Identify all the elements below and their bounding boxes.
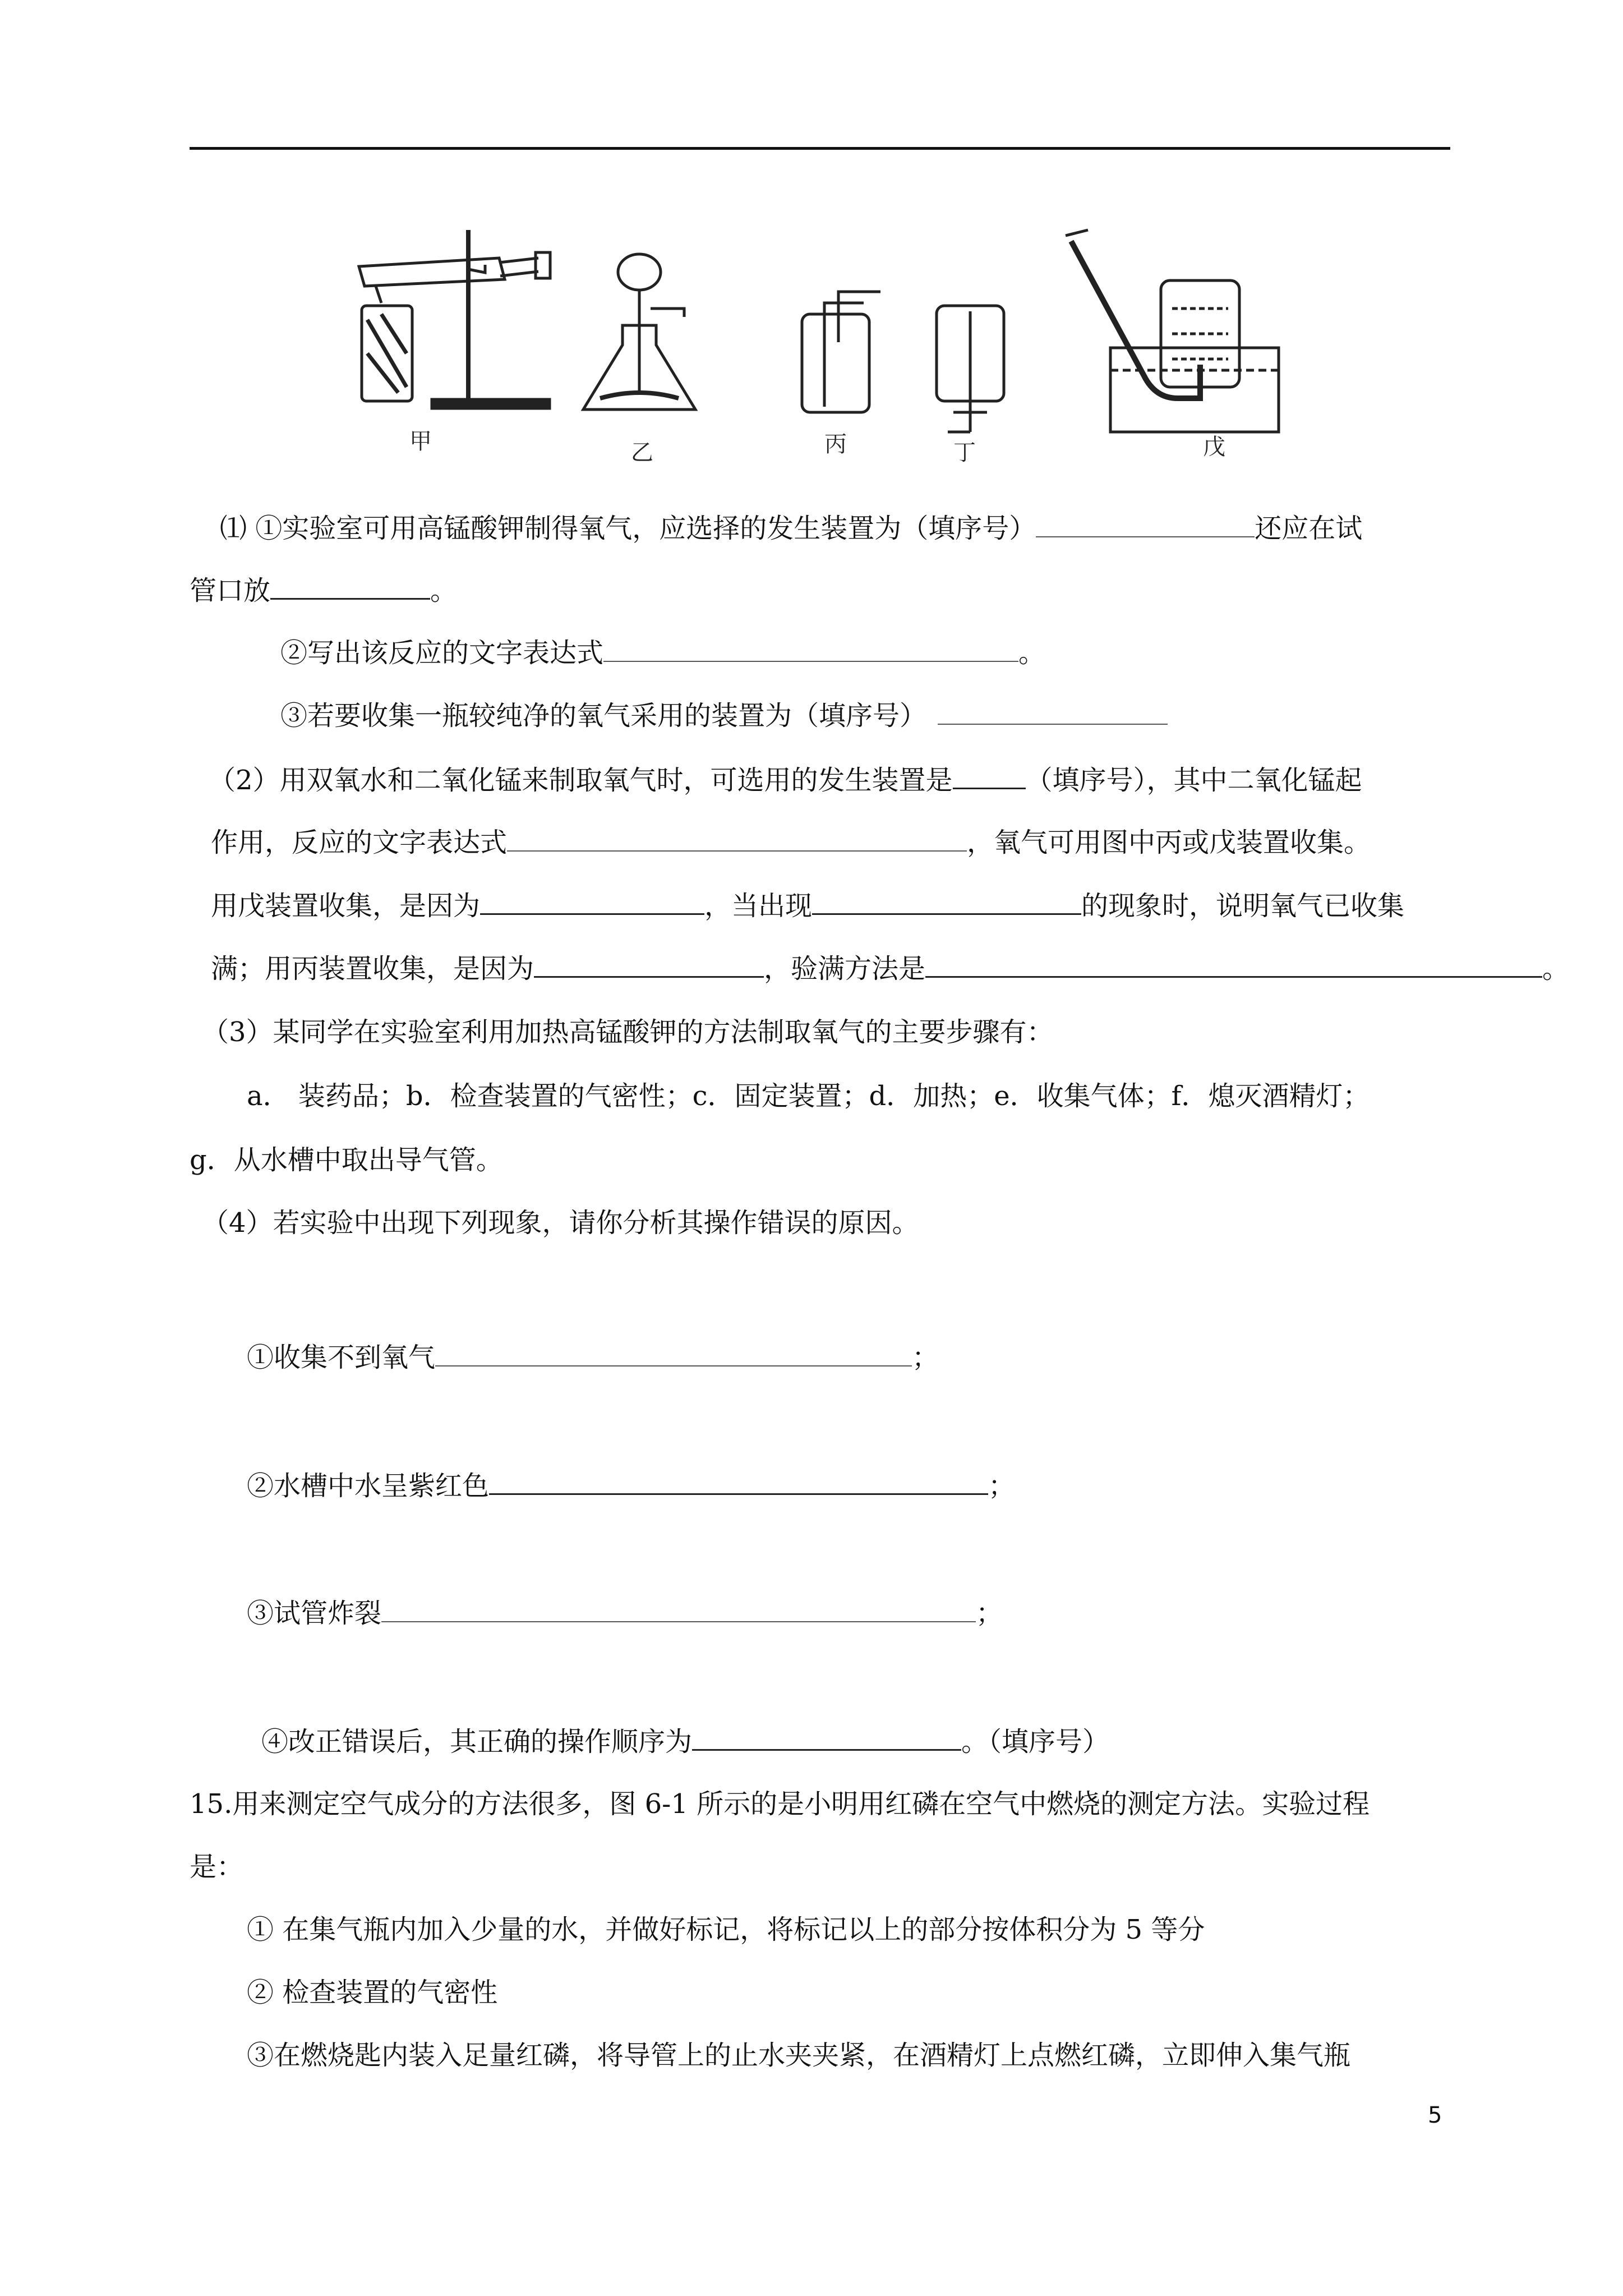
- q14-p4-4-text: ④改正错误后，其正确的操作顺序为: [261, 1726, 693, 1757]
- q14-p4-2-end: ；: [988, 1470, 1016, 1502]
- label-yi: 乙: [631, 440, 653, 466]
- q14-p3-steps: a． 装药品；b．检查装置的气密性；c．固定装置；d．加热；e．收集气体；f．熄灭酒精灯；: [247, 1080, 1370, 1112]
- q14-p2-line-d: [211, 951, 1569, 986]
- q14-p4-line-3: [247, 1596, 1003, 1630]
- q14-p3-steps2: g．从水槽中取出导气管。: [190, 1144, 503, 1176]
- q15-intro: 15.用来测定空气成分的方法很多，图 6-1 所示的是小明用红磷在空气中燃烧的测定方法。实验过程: [190, 1788, 1370, 1820]
- q14-p4-line-4: [261, 1724, 1109, 1759]
- q14-p1-3-text: ③若要收集一瓶较纯净的氧气采用的装置为（填序号）: [280, 700, 927, 731]
- q14-p4-2-text: ②水槽中水呈紫红色: [247, 1470, 490, 1502]
- answer-blank[interactable]: [534, 951, 764, 978]
- apparatus-yi: [583, 254, 695, 409]
- answer-blank[interactable]: [507, 826, 967, 852]
- q14-p4-1-text: ①收集不到氧气: [247, 1342, 436, 1373]
- q14-p4-3-text: ③试管炸裂: [247, 1598, 382, 1629]
- page-number: 5: [1428, 2102, 1442, 2128]
- q14-p2-c-text: 用戊装置收集，是因为: [211, 890, 481, 922]
- q14-p2-a-text: （2）用双氧水和二氧化锰来制取氧气时，可选用的发生装置是: [209, 765, 953, 796]
- answer-blank[interactable]: [489, 1469, 988, 1495]
- answer-blank[interactable]: [480, 889, 704, 915]
- q14-p1-2-suffix: 。: [1018, 637, 1046, 669]
- q14-p2-b-text: 作用，反应的文字表达式: [211, 827, 508, 858]
- answer-blank[interactable]: [692, 1724, 961, 1751]
- q14-p1-line-a: [220, 512, 1362, 545]
- q14-p2-c-suffix: 的现象时，说明氧气已收集: [1081, 890, 1405, 922]
- q14-p2-a-suffix: （填序号），其中二氧化锰起: [1025, 765, 1362, 796]
- q14-p1-b-suffix: 。: [430, 575, 458, 606]
- answer-blank[interactable]: [1036, 512, 1255, 537]
- apparatus-figure: [336, 219, 1368, 466]
- answer-blank[interactable]: [925, 951, 1542, 978]
- answer-blank[interactable]: [812, 889, 1081, 915]
- answer-blank[interactable]: [938, 699, 1168, 725]
- label-jia: 甲: [409, 429, 432, 454]
- answer-blank[interactable]: [435, 1341, 912, 1366]
- q14-p1-line-2: [280, 636, 1045, 670]
- q15-step-2: ② 检查装置的气密性: [247, 1977, 498, 2008]
- header-rule: [190, 147, 1450, 150]
- answer-blank[interactable]: [381, 1596, 976, 1622]
- q14-p1-b-text: 管口放: [190, 575, 271, 606]
- q15-step-3: ③在燃烧匙内装入足量红磷，将导管上的止水夹夹紧，在酒精灯上点燃红磷，立即伸入集气瓶: [247, 2040, 1351, 2071]
- q14-p4-4-suffix: 。（填序号）: [961, 1726, 1110, 1757]
- q14-p1-a-text: ⑴ ①实验室可用高锰酸钾制得氧气，应选择的发生装置为（填序号）: [220, 513, 1036, 544]
- q14-p1-line-3: [280, 699, 1168, 733]
- q14-p1-2-text: ②写出该反应的文字表达式: [280, 637, 604, 669]
- q14-p2-line-b: [211, 826, 1371, 859]
- q14-p2-d-text: 满；用丙装置收集，是因为: [211, 953, 534, 984]
- label-wu: 戊: [1203, 434, 1225, 460]
- q15-step-1: ① 在集气瓶内加入少量的水，并做好标记，将标记以上的部分按体积分为 5 等分: [247, 1914, 1205, 1945]
- answer-blank[interactable]: [953, 763, 1026, 789]
- q14-p2-d-mid: ，验满方法是: [764, 953, 926, 984]
- q14-p4-3-end: ；: [976, 1598, 1003, 1629]
- q14-p4-intro: （4）若实验中出现下列现象，请你分析其操作错误的原因。: [202, 1207, 919, 1239]
- q14-p4-line-1: [247, 1341, 939, 1374]
- answer-blank[interactable]: [270, 573, 430, 600]
- q14-p2-b-suffix: ，氧气可用图中丙或戊装置收集。: [967, 827, 1371, 858]
- apparatus-jia: [359, 230, 550, 408]
- q14-p2-line-a: [209, 763, 1362, 797]
- label-ding: 丁: [953, 440, 976, 466]
- q14-p3-intro: （3）某同学在实验室利用加热高锰酸钾的方法制取氧气的主要步骤有：: [202, 1016, 1054, 1048]
- label-bing: 丙: [824, 431, 847, 457]
- apparatus-wu: [1066, 230, 1279, 432]
- q14-p4-1-end: ；: [912, 1342, 939, 1373]
- q15-intro2: 是：: [190, 1851, 244, 1883]
- q14-p2-line-c: [211, 889, 1404, 923]
- answer-blank[interactable]: [603, 636, 1018, 662]
- q14-p2-d-suffix: 。: [1542, 953, 1570, 984]
- apparatus-drawing: [336, 219, 1368, 466]
- q14-p1-line-b: [190, 573, 457, 608]
- q14-p1-a-suffix: 还应在试: [1255, 513, 1363, 544]
- q14-p2-c-mid: ，当出现: [704, 890, 813, 922]
- apparatus-bing: [802, 292, 880, 412]
- apparatus-ding: [937, 306, 1004, 432]
- q14-p4-line-2: [247, 1469, 1015, 1503]
